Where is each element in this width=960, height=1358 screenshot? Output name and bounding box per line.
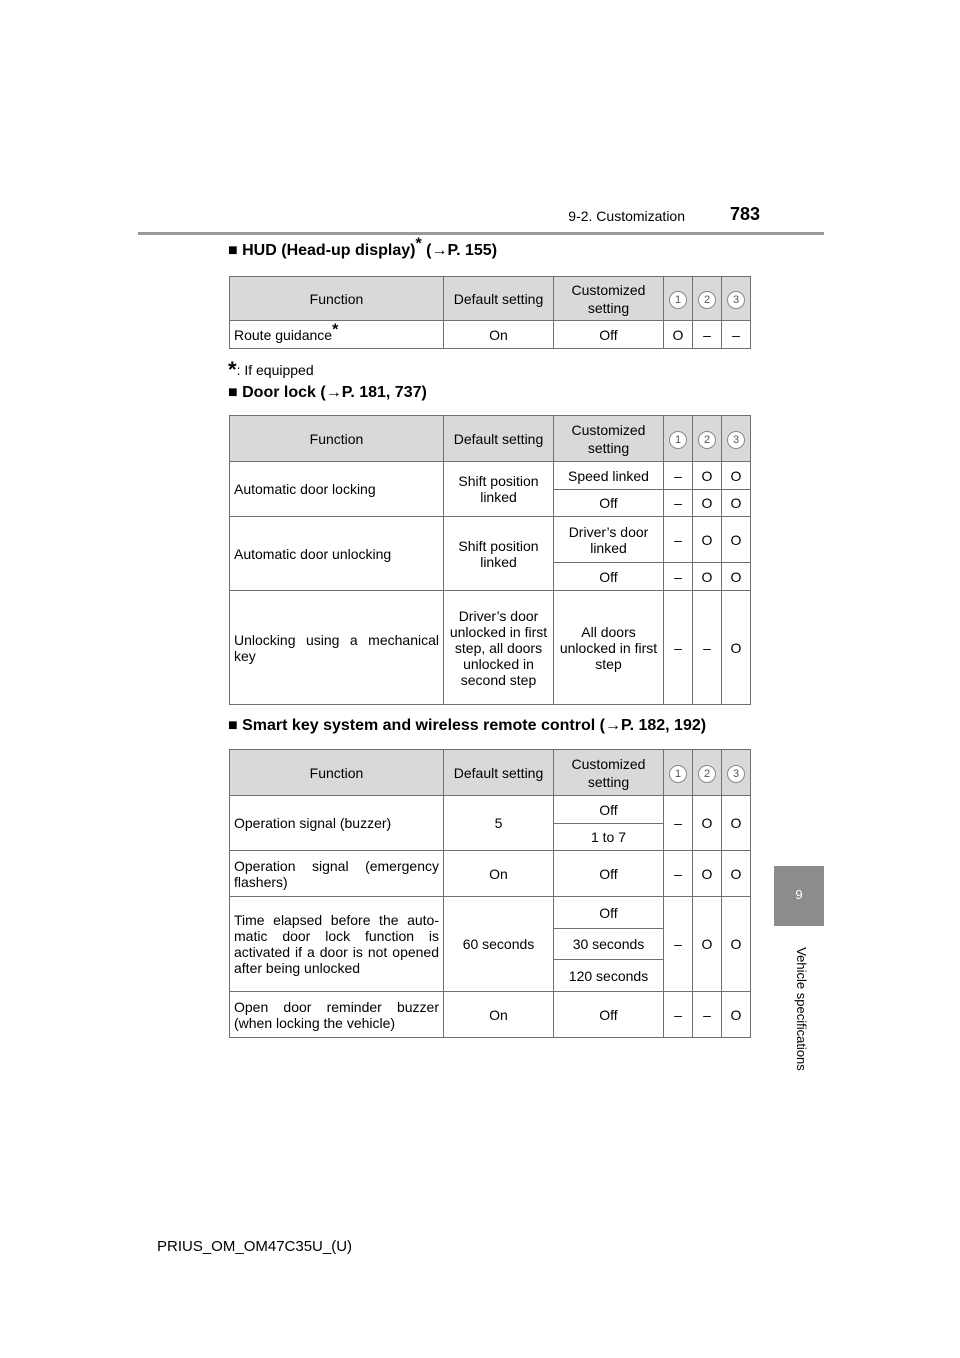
col-default: Default setting xyxy=(444,277,554,321)
hud-section-title: ■ HUD (Head-up display)* (→P. 155) xyxy=(228,235,498,259)
arrow-icon: → xyxy=(604,717,621,734)
section-heading: 9-2. Customization xyxy=(568,208,685,224)
hud-table xyxy=(229,276,751,349)
footnote: *: If equipped xyxy=(228,357,314,382)
doorlock-section-title: ■ Door lock (→P. 181, 737) xyxy=(228,384,427,401)
square-bullet-icon: ■ xyxy=(228,717,238,734)
circled-2-icon: 2 xyxy=(698,431,716,449)
hud-page-ref: P. 155 xyxy=(447,242,492,259)
table-row: Route guidance* On Off O – – xyxy=(230,321,751,349)
circled-1-icon: 1 xyxy=(669,765,687,783)
asterisk-mark: * xyxy=(415,235,422,253)
table-row: Automatic door unlocking Shift position linked Driver’s door linked – O O xyxy=(230,517,751,563)
table-row: Time elapsed before the auto-matic door lock function is activated if a door is not opened after being unlocked 60 seconds Off – O O xyxy=(230,897,751,929)
doorlock-page-ref: P. 181, 737 xyxy=(341,384,422,401)
circled-2-icon: 2 xyxy=(698,765,716,783)
smartkey-page-ref: P. 182, 192 xyxy=(620,717,701,734)
square-bullet-icon: ■ xyxy=(228,384,238,401)
chapter-tab: 9 xyxy=(774,866,824,926)
table-row: 1 to 7 xyxy=(230,824,751,851)
col-customized: Customized setting xyxy=(554,277,664,321)
smartkey-section-title: ■ Smart key system and wireless remote control (→P. 182, 192) xyxy=(228,717,707,734)
circled-3-icon: 3 xyxy=(727,765,745,783)
circled-1-icon: 1 xyxy=(669,291,687,309)
col-function: Function xyxy=(230,277,444,321)
arrow-icon: → xyxy=(431,242,448,259)
table-row: Unlocking using a mechanical key Driver’s door unlocked in first step, all doors unlocked in second step All doors unlocked in first step – – O xyxy=(230,591,751,705)
document-code: PRIUS_OM_OM47C35U_(U) xyxy=(157,1238,353,1255)
table-row: Operation signal (buzzer) 5 Off – O O xyxy=(230,796,751,824)
page-number: 783 xyxy=(729,204,760,224)
table-row: Automatic door locking Shift position linked Speed linked – O O xyxy=(230,462,751,490)
square-bullet-icon: ■ xyxy=(228,242,238,259)
circled-1-icon: 1 xyxy=(669,431,687,449)
smartkey-table: Function Default setting Customized setting 1 2 3 Operation signal (buzzer) 5 Off – O O 1 to 7 Operation signal (emergency flashers) On Off – O O Time elapsed before the auto-matic door lock function is activated if a door is not opened after being unlocked 60 seconds Off – O O 30 seconds 120 seconds Open door reminder buzzer (when locking the vehicle) On Off – – O xyxy=(229,749,751,1038)
table-row: 120 seconds xyxy=(230,960,751,992)
chapter-label: Vehicle specifications xyxy=(794,947,809,1071)
circled-3-icon: 3 xyxy=(727,291,745,309)
table-row: Off – O O xyxy=(230,563,751,591)
circled-3-icon: 3 xyxy=(727,431,745,449)
doorlock-table: Function Default setting Customized setting 1 2 3 Automatic door locking Shift position linked Speed linked – O O Off – O O Automatic door unlocking Shift position linked Driver’s door linked – O O Off – O O Unlocking using a mechanical key Driver’s door unlocked in first step, all doors unlocked in second step All doors unlocked in first step – – O xyxy=(229,415,751,705)
table-row: Operation signal (emergency flashers) On Off – O O xyxy=(230,851,751,897)
table-row: Off – O O xyxy=(230,490,751,517)
table-row: 30 seconds xyxy=(230,929,751,960)
header-divider xyxy=(138,232,824,235)
circled-2-icon: 2 xyxy=(698,291,716,309)
arrow-icon: → xyxy=(325,384,342,401)
table-row: Open door reminder buzzer (when locking the vehicle) On Off – – O xyxy=(230,992,751,1038)
